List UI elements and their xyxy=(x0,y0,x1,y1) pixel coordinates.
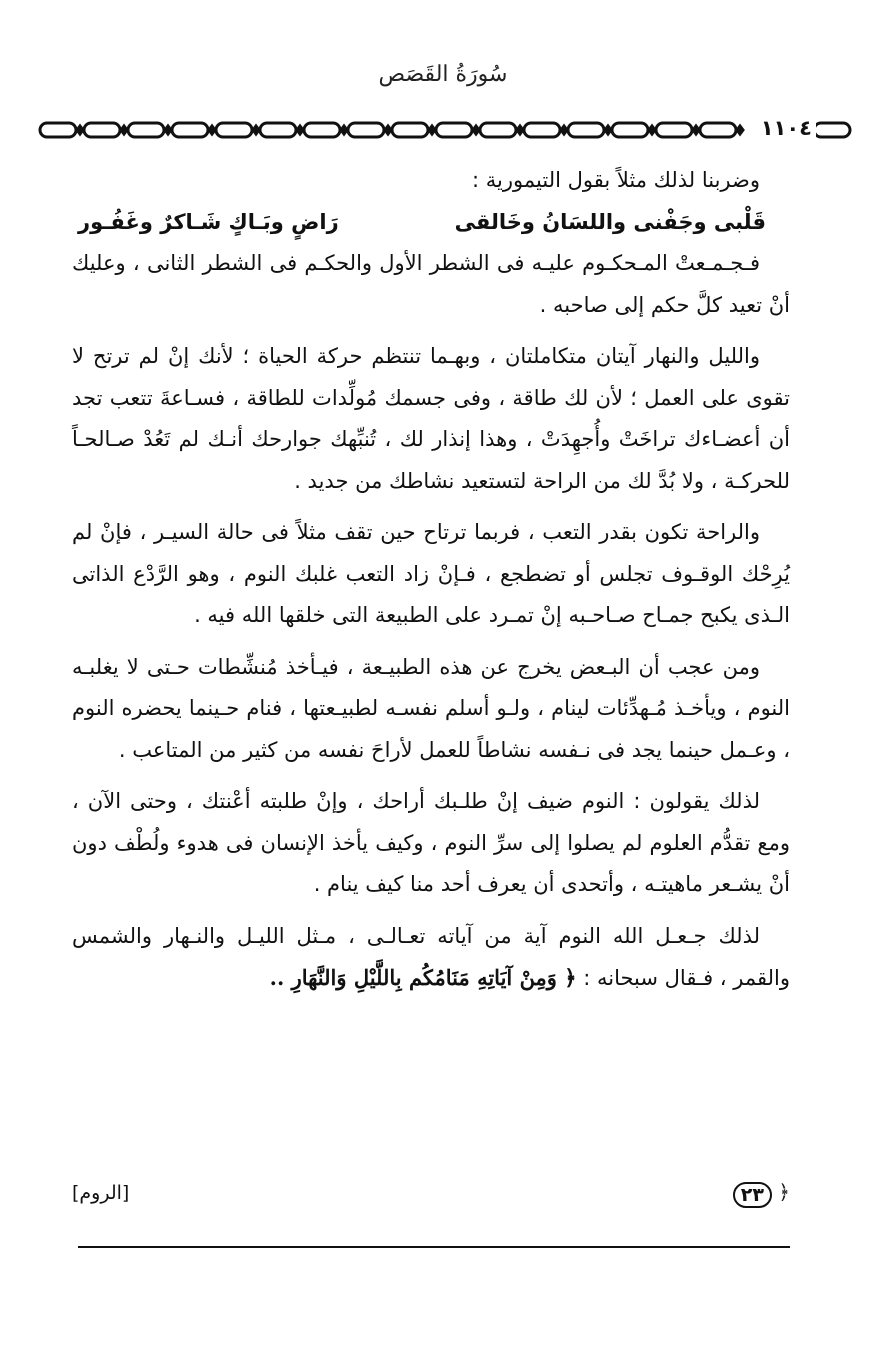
chain-diamond xyxy=(341,126,347,134)
chain-link xyxy=(612,123,648,137)
chain-link xyxy=(392,123,428,137)
verse-intro: وضربنا لذلك مثلاً بقول التيمورية : xyxy=(472,168,760,192)
chain-link xyxy=(568,123,604,137)
chain-link xyxy=(40,123,76,137)
paragraph: فـجـمـعتْ المـحكـوم عليـه فى الشطر الأول والحكـم فى الشطر الثانى ، وعليك أنْ تعيد كلَّ حكم إلى صاحبه . xyxy=(72,251,790,317)
chain-link xyxy=(480,123,516,137)
paragraph-last xyxy=(72,916,790,1000)
chain-link xyxy=(216,123,252,137)
paragraph-last-text: لذلك جـعـل الله النوم آية من آياته تعـالـى ، مـثل الليـل والنـهار والشمس والقمر ، فـقال سبحانه : xyxy=(72,923,790,990)
chain-diamond xyxy=(121,126,127,134)
verse-reference xyxy=(72,1180,790,1214)
chain-diamond xyxy=(605,126,611,134)
verse-hemistich-2: رَاضٍ وبَـاكٍ شَـاكرٌ وغَفُـور xyxy=(78,209,339,234)
paragraph: والراحة تكون بقدر التعب ، فربما ترتاح حين تقف مثلاً فى حالة السيـر ، فإنْ لم يُرِحْك الوقـوف تجلس أو تضطجع ، فـإنْ زاد التعب غلبك النوم ، وهو الرَّدْع الذاتى الـذى يكبح جمـاح صـاحـبه إنْ تمـرد على الطبيعة التى خلقها الله فيه . xyxy=(72,520,790,627)
chain-link xyxy=(348,123,384,137)
chain-diamond xyxy=(473,126,479,134)
chain-link xyxy=(260,123,296,137)
chain-link xyxy=(172,123,208,137)
chain-link xyxy=(656,123,692,137)
paragraph: ومن عجب أن البـعض يخرج عن هذه الطبيـعة ، فيـأخذ مُنشِّطات حـتى لا يغلبـه النوم ، ويأخـذ مُـهدِّئات لينام ، ولـو أسلم نفسـه لطبيـعتها ، فنام حـينما يحضره النوم ، وعـمل حينما يجد فى نـفسه نشاطاً للعمل لأراحَ نفسه من كثير من المتاعب . xyxy=(72,654,790,762)
verse-number: ٢٣ xyxy=(733,1182,772,1208)
surah-title: سُورَةُ القَصَص xyxy=(378,62,508,87)
chain-link xyxy=(524,123,560,137)
chain-link xyxy=(700,123,736,137)
chain-diamond xyxy=(165,126,171,134)
chain-diamond xyxy=(385,126,391,134)
quran-quote: ﴿ وَمِنْ آيَاتِهِ مَنَامُكُم بِاللَّيْلِ وَالنَّهَارِ .. xyxy=(269,965,577,990)
chain-link xyxy=(84,123,120,137)
paragraph: والليل والنهار آيتان متكاملتان ، وبهـما تنتظم حركة الحياة ؛ لأنك إنْ لم ترتح لا تقوى على العمل ؛ لأن لك طاقة ، وفى جسمك مُولِّدات للطاقة ، فسـاعةَ تتعب تجد أن أعضـاءك تراخَتْ وأُجهِدَتْ ، وهذا إنذار لك ، تُنبِّهك جوارحك أنـك لم تَعُدْ صـالحـاً للحركـة ، ولا بُدَّ لك من الراحة لتستعيد نشاطك من جديد . xyxy=(72,344,790,493)
chain-diamond xyxy=(297,126,303,134)
verse-ornament-icon: ﴿ xyxy=(778,1180,790,1204)
chain-diamond xyxy=(77,126,83,134)
surah-reference: [الروم] xyxy=(72,1182,130,1204)
chain-border-graphic xyxy=(38,118,856,142)
chain-diamond xyxy=(429,126,435,134)
chain-diamond xyxy=(561,126,567,134)
chain-diamond xyxy=(737,126,743,134)
verse-hemistich-1: قَلْبى وجَفْنى واللسَانُ وخَالقى xyxy=(454,209,766,234)
chain-diamond xyxy=(517,126,523,134)
chain-link xyxy=(436,123,472,137)
page-body xyxy=(72,160,790,1000)
chain-link xyxy=(304,123,340,137)
chain-link xyxy=(814,123,850,137)
chain-link xyxy=(128,123,164,137)
poetry-verse xyxy=(72,202,790,244)
page-number: ١١٠٤ xyxy=(757,116,816,140)
chain-diamond xyxy=(253,126,259,134)
footer-divider xyxy=(78,1246,790,1248)
chain-diamond xyxy=(209,126,215,134)
chain-diamond xyxy=(649,126,655,134)
paragraph: لذلك يقولون : النوم ضيف إنْ طلـبك أراحك ، وإنْ طلبته أعْنتك ، وحتى الآن ، ومع تقدُّم العلوم لم يصلوا إلى سرِّ النوم ، وكيف يأخذ الإنسان فى هدوء ولُطْف دون أنْ يشـعر ماهيتـه ، وأتحدى أن يعرف أحد منا كيف ينام . xyxy=(72,789,790,896)
chain-diamond xyxy=(693,126,699,134)
decorative-border xyxy=(38,118,856,142)
